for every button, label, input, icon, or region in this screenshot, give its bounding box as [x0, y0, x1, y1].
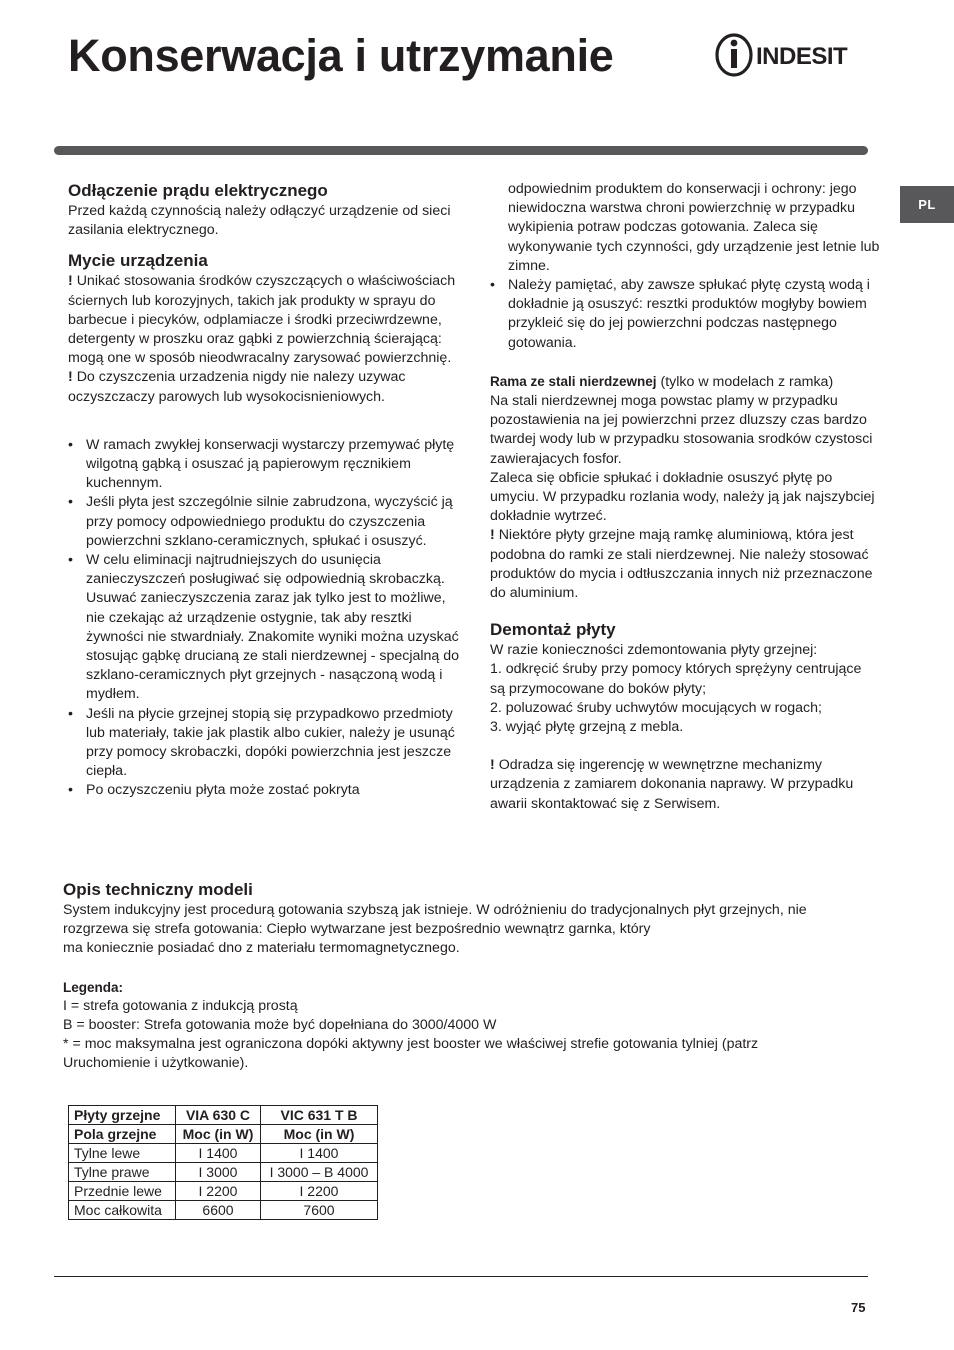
table-header-cell: Moc (in W) [261, 1125, 378, 1144]
page-title: Konserwacja i utrzymanie [68, 30, 614, 81]
technical-line: ma koniecznie posiadać dno z materiału termomagnetycznego. [63, 940, 460, 957]
removal-step: 2. poluzować śruby uchwytów mocujących w rogach; [490, 699, 822, 716]
section-title-power: Odłączenie prądu elektrycznego [68, 181, 328, 200]
brand-text: INDESIT [756, 43, 848, 70]
warning-mark: ! [490, 527, 495, 544]
table-header-cell: VIC 631 T B [261, 1106, 378, 1125]
warning-mark: ! [490, 757, 495, 774]
specification-table [68, 1105, 378, 1220]
language-tab: PL [900, 186, 954, 223]
frame-warning: ! Niektóre płyty grzejne mają ramkę aluminiową, która jest podobna do ramki ze stali nierdzewnej. Nie należy stosować produktów do mycia i odtłuszczania innych niż przeznaczone do aluminium. [490, 527, 873, 602]
technical-description [63, 879, 873, 1074]
table-row [69, 1144, 378, 1163]
table-cell: Przednie lewe [69, 1182, 176, 1201]
list-item: • Jeśli płyta jest szczególnie silnie zabrudzona, wyczyścić ją przy pomocy odpowiedniego produktu do czyszczenia powierzchni szklano-ceramicznych, spłukać i osuszyć. [68, 493, 468, 551]
removal-step: 3. wyjąć płytę grzejną z mebla. [490, 719, 684, 736]
list-item: • W celu eliminacji najtrudniejszych do usunięcia zanieczyszczeń posługiwać się odpowiednią skrobaczką. Usuwać zanieczyszczenia zaraz jak tylko jest to możliwe, nie czekając aż urządzenie ostygnie, tak aby resztki żywności nie stwardniały. Znakomite wyniki można uzyskać stosując gąbkę drucianą ze stali nierdzewnej - specjalną do szklano-ceramicznych płyt grzejnych - nasączoną wodą i mydłem. [68, 551, 468, 705]
list-item: • Po oczyszczeniu płyta może zostać pokryta [68, 781, 468, 800]
table-cell: Tylne prawe [69, 1163, 176, 1182]
footer-divider [54, 1276, 868, 1277]
header-divider [54, 146, 868, 155]
technical-line: System indukcyjny jest procedurą gotowania szybszą jak istnieje. W odróżnieniu do tradycjonalnych płyt grzejnych, nie [63, 902, 807, 918]
legend-line: I = strefa gotowania z indukcją prostą [63, 997, 298, 1014]
frame-text-2: Zaleca się obficie spłukać i dokładnie osuszyć płytę po umyciu. W przypadku rozlania wody, należy ją jak najszybciej dokładnie wytrzeć. [490, 469, 875, 525]
frame-text-1: Na stali nierdzewnej moga powstac plamy w przypadku pozostawienia na jej powierzchni przez dluzszy czas bardzo twardej wody lub w przypadku stosowania srodków czystosci zawierajacych fosfor. [490, 393, 873, 467]
cleaning-warning-1: ! Unikać stosowania środków czyszczących o właściwościach ściernych lub korozyjnych, takich jak produkty w sprayu do barbecue i piecyków, odplamiacze i środki przeciwrdzewne, detergenty w proszku oraz gąbki z powierzchnią ścierającą: mogą one w sposób nieodwracalny zarysować powierzchnię. [68, 273, 456, 367]
table-cell: I 1400 [176, 1144, 261, 1163]
legend-line: B = booster: Strefa gotowania może być dopełniana do 3000/4000 W [63, 1017, 497, 1034]
table-cell: I 2200 [261, 1182, 378, 1201]
table-row [69, 1182, 378, 1201]
table-header-cell: Moc (in W) [176, 1125, 261, 1144]
power-text: Przed każdą czynnością należy odłączyć urządzenie od sieci zasilania elektrycznego. [68, 203, 451, 239]
table-header-cell: VIA 630 C [176, 1106, 261, 1125]
table-header-cell: Pola grzejne [69, 1125, 176, 1144]
warning-mark: ! [68, 273, 73, 290]
rinse-list [490, 276, 880, 353]
table-header-row [69, 1106, 378, 1125]
frame-heading: Rama ze stali nierdzewnej (tylko w modelach z ramka) [490, 373, 834, 390]
table-cell: I 1400 [261, 1144, 378, 1163]
list-item: • Należy pamiętać, aby zawsze spłukać płytę czystą wodą i dokładnie ją osuszyć: resztki produktów mogłyby bowiem przykleić się do jej powierzchni podczas następnego gotowania. [490, 276, 880, 353]
cleaning-warning-2: ! Do czyszczenia urzadzenia nigdy nie nalezy uzywac oczyszczaczy parowych lub wysokocisnieniowych. [68, 369, 406, 405]
left-column [68, 180, 468, 801]
right-column [490, 180, 880, 814]
section-title-technical: Opis techniczny modeli [63, 880, 253, 899]
indesit-logo-icon [714, 32, 870, 78]
table-cell: I 3000 – B 4000 [261, 1163, 378, 1182]
table-row [69, 1201, 378, 1220]
list-item: • Jeśli na płycie grzejnej stopią się przypadkowo przedmioty lub materiały, takie jak plastik albo cukier, należy je usunąć przy pomocy skrobaczki, dopóki powierzchnia jest jeszcze ciepła. [68, 705, 468, 782]
table-header-cell: Płyty grzejne [69, 1106, 176, 1125]
cleaning-list [68, 436, 468, 801]
removal-warning: ! Odradza się ingerencję w wewnętrzne mechanizmy urządzenia z zamiarem dokonania naprawy. W przypadku awarii skontaktować się z Serwisem. [490, 757, 854, 812]
legend-line: Uruchomienie i użytkowanie). [63, 1055, 249, 1072]
removal-intro: W razie konieczności zdemontowania płyty grzejnej: [490, 642, 818, 659]
table-header-row [69, 1125, 378, 1144]
legend-title: Legenda: [63, 979, 124, 995]
table-row [69, 1163, 378, 1182]
legend-line: * = moc maksymalna jest ograniczona dopóki aktywny jest booster we właściwej strefie gotowania tylniej (patrz [63, 1036, 759, 1053]
section-title-cleaning: Mycie urządzenia [68, 251, 208, 271]
warning-mark: ! [68, 369, 73, 386]
table-cell: I 3000 [176, 1163, 261, 1182]
page-number: 75 [851, 1300, 866, 1315]
list-item: • W ramach zwykłej konserwacji wystarczy przemywać płytę wilgotną gąbką i osuszać ją papierowym ręcznikiem kuchennym. [68, 436, 468, 494]
table-cell: 6600 [176, 1201, 261, 1220]
table-cell: Tylne lewe [69, 1144, 176, 1163]
continued-text: odpowiednim produktem do konserwacji i ochrony: jego niewidoczna warstwa chroni powierzchnię w przypadku wykipienia potraw podczas gotowania. Zaleca się wykonywanie tych czynności, gdy urządzenie jest letnie lub zimne. [508, 181, 880, 274]
removal-step: 1. odkręcić śruby przy pomocy których sprężyny centrujące są przymocowane do boków płyty; [490, 661, 862, 697]
technical-line: rozgrzewa się strefa gotowania: Ciepło wytwarzane jest bezpośrednio wewnątrz garnka, który [63, 921, 651, 938]
table-cell: 7600 [261, 1201, 378, 1220]
section-title-removal: Demontaż płyty [490, 620, 616, 640]
table-cell: I 2200 [176, 1182, 261, 1201]
table-cell: Moc całkowita [69, 1201, 176, 1220]
